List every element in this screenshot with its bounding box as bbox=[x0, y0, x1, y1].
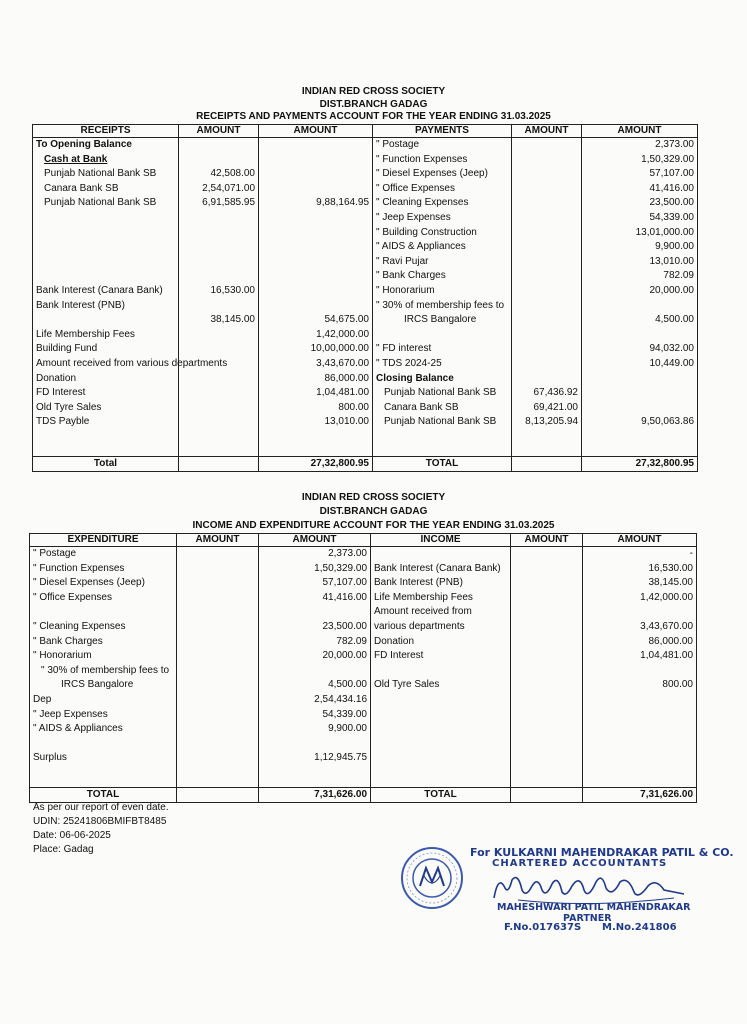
udin: UDIN: 25241806BMIFBT8485 bbox=[33, 816, 167, 827]
rp-receipt-amount bbox=[182, 415, 255, 430]
ie-income-amount: 800.00 bbox=[662, 679, 693, 691]
rp-payments-labels bbox=[373, 138, 512, 457]
rp-total-label-right: TOTAL bbox=[373, 457, 512, 472]
ie-expenditure-label: " Honorarium bbox=[33, 650, 92, 662]
ie-expenditure-label: Surplus bbox=[33, 752, 67, 764]
rp-payment-label: " Cleaning Expenses bbox=[376, 197, 469, 209]
rp-payment-label: Canara Bank SB bbox=[384, 401, 459, 413]
ie-expenditure-label: " Jeep Expenses bbox=[33, 708, 108, 720]
rp-total-label-left: Total bbox=[33, 457, 179, 472]
rp-receipt-total-amount bbox=[262, 167, 369, 182]
rp-receipt-total-amount: 54,675.00 bbox=[324, 314, 369, 326]
rp-branch-title: DIST.BRANCH GADAG bbox=[319, 99, 428, 110]
rp-payment-label: " Honorarium bbox=[376, 284, 435, 296]
rp-receipt-total-amount bbox=[262, 138, 369, 153]
rp-receipt-total-amount: 9,88,164.95 bbox=[316, 197, 369, 209]
rp-org-title: INDIAN RED CROSS SOCIETY bbox=[301, 86, 446, 97]
rp-receipt-total-amount bbox=[262, 284, 369, 299]
rp-payment-label: Punjab National Bank SB bbox=[384, 416, 497, 428]
rp-account-title: RECEIPTS AND PAYMENTS ACCOUNT FOR THE YEAR ENDING 31.03.2025 bbox=[196, 111, 551, 122]
report-date: Date: 06-06-2025 bbox=[33, 830, 111, 841]
rp-payment-label: " Postage bbox=[376, 139, 420, 150]
rp-total-empty-1 bbox=[179, 457, 259, 472]
rp-receipt-amount bbox=[182, 226, 255, 241]
ie-income-amount: 1,42,000.00 bbox=[640, 591, 693, 603]
rp-payment-label: " Ravi Pujar bbox=[376, 255, 429, 267]
rp-header-amount-4: AMOUNT bbox=[582, 125, 698, 138]
partner-signature-icon bbox=[488, 868, 688, 906]
rp-payment-amount bbox=[515, 226, 578, 241]
ie-expenditure-amount: 2,373.00 bbox=[328, 548, 367, 559]
rp-header-payments: PAYMENTS bbox=[373, 125, 512, 138]
rp-body-row bbox=[33, 138, 698, 457]
rp-receipt-total-amount: 1,42,000.00 bbox=[316, 328, 369, 340]
rp-receipt-total-amount bbox=[262, 240, 369, 255]
ie-income-amount: 16,530.00 bbox=[648, 562, 693, 574]
ie-expenditure-amount: 1,12,945.75 bbox=[314, 752, 367, 764]
rp-receipts-amounts-2 bbox=[259, 138, 373, 457]
rp-payment-total-amount: 20,000.00 bbox=[649, 284, 694, 296]
rp-payment-amount bbox=[515, 313, 578, 328]
rp-payment-label: " FD interest bbox=[376, 343, 432, 355]
ie-branch-title: DIST.BRANCH GADAG bbox=[319, 506, 428, 517]
rp-payment-label: " AIDS & Appliances bbox=[376, 241, 466, 253]
rp-receipt-total-amount: 13,010.00 bbox=[324, 416, 369, 428]
rp-receipt-label bbox=[36, 313, 175, 328]
ie-total-label-left: TOTAL bbox=[30, 788, 177, 803]
rp-receipt-amount bbox=[182, 372, 255, 387]
ie-expenditure-label: " Cleaning Expenses bbox=[33, 620, 126, 632]
rp-receipt-label: Punjab National Bank SB bbox=[44, 197, 157, 209]
rp-receipt-total-amount: 1,04,481.00 bbox=[316, 387, 369, 399]
firm-registration-number: F.No.017637S bbox=[504, 922, 582, 933]
rp-receipt-label: FD Interest bbox=[36, 387, 86, 399]
rp-payment-amount bbox=[515, 182, 578, 197]
ie-expenditure-amount: 54,339.00 bbox=[322, 708, 367, 720]
ie-expenditure-amounts-1 bbox=[177, 547, 259, 788]
rp-payment-total-amount: 41,416.00 bbox=[649, 182, 694, 194]
rp-payment-total-amount: 4,500.00 bbox=[655, 314, 694, 326]
rp-receipts-labels bbox=[33, 138, 228, 457]
rp-payment-amount: 67,436.92 bbox=[533, 387, 578, 399]
ie-income-label bbox=[374, 547, 507, 562]
rp-payment-amount bbox=[515, 138, 578, 153]
rp-total-left: 27,32,800.95 bbox=[259, 457, 373, 472]
rp-payment-total-amount bbox=[585, 299, 694, 314]
rp-payment-amount bbox=[515, 357, 578, 372]
rp-receipt-total-amount: 10,00,000.00 bbox=[310, 343, 369, 355]
rp-receipt-amount: 38,145.00 bbox=[210, 314, 255, 326]
rp-receipt-total-amount: 800.00 bbox=[338, 401, 369, 413]
ie-expenditure-label: " Office Expenses bbox=[33, 591, 112, 603]
ie-income-amount bbox=[586, 605, 693, 620]
ie-income-label: Amount received from bbox=[374, 606, 472, 618]
rp-total-right: 27,32,800.95 bbox=[582, 457, 698, 472]
receipts-payments-table bbox=[32, 124, 698, 472]
rp-payment-total-amount: 9,50,063.86 bbox=[641, 416, 694, 428]
rp-payment-amount bbox=[515, 269, 578, 284]
rp-total-row bbox=[33, 457, 698, 472]
rp-payment-amount bbox=[515, 211, 578, 226]
rp-receipt-total-amount bbox=[262, 299, 369, 314]
ie-expenditure-labels bbox=[30, 547, 177, 788]
ie-header-row bbox=[30, 534, 697, 547]
rp-receipt-label: TDS Payble bbox=[36, 416, 90, 428]
rp-header-amount-3: AMOUNT bbox=[512, 125, 582, 138]
rp-receipt-amount bbox=[182, 138, 255, 153]
rp-payment-total-amount bbox=[585, 401, 694, 416]
rp-receipt-label bbox=[36, 240, 175, 255]
ie-income-label: Donation bbox=[374, 635, 415, 647]
rp-payment-total-amount: 54,339.00 bbox=[649, 211, 694, 223]
rp-payment-label: " Office Expenses bbox=[376, 182, 455, 194]
rp-payment-label: " Bank Charges bbox=[376, 270, 446, 282]
ie-income-amount: 1,04,481.00 bbox=[640, 650, 693, 662]
rp-payment-total-amount bbox=[585, 386, 694, 401]
rp-receipt-amount bbox=[182, 255, 255, 270]
ie-header-amount-3: AMOUNT bbox=[511, 534, 583, 547]
rp-payment-label: " Diesel Expenses (Jeep) bbox=[376, 168, 488, 180]
rp-receipt-amount: 2,54,071.00 bbox=[202, 182, 255, 194]
rp-receipt-label: Old Tyre Sales bbox=[36, 401, 102, 413]
rp-payment-total-amount: 13,010.00 bbox=[649, 255, 694, 267]
rp-receipt-label bbox=[36, 211, 175, 226]
rp-receipt-total-amount: 86,000.00 bbox=[324, 372, 369, 384]
rp-payment-label: " Jeep Expenses bbox=[376, 211, 451, 223]
rp-receipt-label bbox=[36, 255, 175, 270]
ie-expenditure-amount bbox=[262, 737, 367, 752]
report-place: Place: Gadag bbox=[33, 844, 94, 855]
ie-total-left: 7,31,626.00 bbox=[259, 788, 371, 803]
ie-total-label-right: TOTAL bbox=[371, 788, 511, 803]
rp-receipt-label: Life Membership Fees bbox=[36, 328, 135, 340]
rp-receipt-amount bbox=[182, 386, 255, 401]
ie-expenditure-amount bbox=[262, 664, 367, 679]
rp-receipt-amount bbox=[182, 401, 255, 416]
rp-receipt-amount bbox=[182, 328, 255, 343]
report-note: As per our report of even date. bbox=[33, 802, 169, 813]
ie-expenditure-amount: 23,500.00 bbox=[322, 620, 367, 632]
ie-expenditure-amount: 20,000.00 bbox=[322, 650, 367, 662]
income-expenditure-table bbox=[29, 533, 697, 803]
ie-income-label: FD Interest bbox=[374, 650, 424, 662]
ie-income-label: Bank Interest (Canara Bank) bbox=[374, 562, 501, 574]
rp-receipt-total-amount bbox=[262, 255, 369, 270]
rp-payment-amount: 69,421.00 bbox=[533, 401, 578, 413]
rp-payment-amount: 8,13,205.94 bbox=[525, 416, 578, 428]
ie-account-title: INCOME AND EXPENDITURE ACCOUNT FOR THE YEAR ENDING 31.03.2025 bbox=[192, 520, 555, 531]
partner-role: PARTNER bbox=[563, 913, 612, 924]
ie-income-label: Old Tyre Sales bbox=[374, 679, 440, 691]
ie-expenditure-label: " 30% of membership fees to bbox=[41, 664, 170, 676]
rp-payment-total-amount: 13,01,000.00 bbox=[635, 226, 694, 238]
rp-payment-total-amount: 9,900.00 bbox=[655, 241, 694, 253]
rp-payment-label bbox=[376, 328, 508, 343]
rp-header-row bbox=[33, 125, 698, 138]
rp-receipt-label: Cash at Bank bbox=[44, 153, 108, 165]
ie-income-amounts-2 bbox=[583, 547, 697, 788]
ie-income-amount: 3,43,670.00 bbox=[640, 620, 693, 632]
rp-receipt-total-amount bbox=[262, 153, 369, 168]
rp-header-amount-2: AMOUNT bbox=[259, 125, 373, 138]
ie-expenditure-label: Dep bbox=[33, 693, 52, 705]
rp-receipt-amount bbox=[182, 211, 255, 226]
rp-receipt-label bbox=[36, 226, 175, 241]
rp-payment-total-amount: 94,032.00 bbox=[649, 343, 694, 355]
membership-number: M.No.241806 bbox=[602, 922, 677, 933]
rp-receipt-label: Punjab National Bank SB bbox=[44, 168, 157, 180]
rp-receipt-label: Canara Bank SB bbox=[44, 182, 119, 194]
ie-income-labels bbox=[371, 547, 511, 788]
rp-receipt-label: To Opening Balance bbox=[36, 139, 132, 150]
ie-expenditure-label: " AIDS & Appliances bbox=[33, 723, 123, 735]
rp-receipt-amount: 6,91,585.95 bbox=[202, 197, 255, 209]
ie-expenditure-amount: 57,107.00 bbox=[322, 577, 367, 589]
rp-payment-total-amount: 782.09 bbox=[663, 270, 694, 282]
ie-income-amounts-1 bbox=[511, 547, 583, 788]
ie-total-row bbox=[30, 788, 697, 803]
rp-payment-total-amount: 23,500.00 bbox=[649, 197, 694, 209]
auditor-designation: CHARTERED ACCOUNTANTS bbox=[492, 858, 668, 869]
rp-payment-amount bbox=[515, 240, 578, 255]
ie-header-amount-1: AMOUNT bbox=[177, 534, 259, 547]
rp-receipt-label bbox=[36, 269, 175, 284]
rp-payment-total-amount bbox=[585, 328, 694, 343]
ie-expenditure-label bbox=[33, 605, 173, 620]
rp-payment-label: Closing Balance bbox=[376, 372, 454, 384]
rp-receipt-amount bbox=[182, 342, 255, 357]
ie-expenditure-amount: 9,900.00 bbox=[328, 723, 367, 735]
ie-header-amount-2: AMOUNT bbox=[259, 534, 371, 547]
rp-payment-amount bbox=[515, 342, 578, 357]
rp-payment-total-amount: 10,449.00 bbox=[649, 357, 694, 369]
ie-expenditure-label bbox=[33, 737, 173, 752]
ie-expenditure-label: " Bank Charges bbox=[33, 635, 103, 647]
rp-payment-label: " Function Expenses bbox=[376, 153, 468, 165]
ie-expenditure-amount: 2,54,434.16 bbox=[314, 693, 367, 705]
ie-expenditure-label: " Postage bbox=[33, 548, 77, 559]
rp-payment-total-amount: 1,50,329.00 bbox=[641, 153, 694, 165]
rp-receipt-label: Bank Interest (PNB) bbox=[36, 299, 125, 311]
ie-income-amount bbox=[586, 664, 693, 679]
rp-receipt-total-amount: 3,43,670.00 bbox=[316, 357, 369, 369]
ie-header-amount-4: AMOUNT bbox=[583, 534, 697, 547]
rp-payment-total-amount: 57,107.00 bbox=[649, 168, 694, 180]
rp-receipt-total-amount bbox=[262, 182, 369, 197]
rp-payment-amount bbox=[515, 196, 578, 211]
rp-payment-amount bbox=[515, 167, 578, 182]
ie-header-income: INCOME bbox=[371, 534, 511, 547]
ie-expenditure-amounts-2 bbox=[259, 547, 371, 788]
rp-header-receipts: RECEIPTS bbox=[33, 125, 179, 138]
rp-payment-label: IRCS Bangalore bbox=[404, 314, 477, 326]
rp-total-empty-2 bbox=[512, 457, 582, 472]
partner-name: MAHESHWARI PATIL MAHENDRAKAR bbox=[497, 902, 691, 913]
rp-receipt-amount: 16,530.00 bbox=[210, 284, 255, 296]
rp-payments-amounts-2 bbox=[582, 138, 698, 457]
rp-receipt-label: Donation bbox=[36, 372, 77, 384]
ie-income-label: various departments bbox=[374, 620, 465, 632]
rp-payment-amount bbox=[515, 328, 578, 343]
rp-payment-amount bbox=[515, 284, 578, 299]
rp-payment-label: " Building Construction bbox=[376, 226, 477, 238]
rp-receipts-amounts-1 bbox=[179, 138, 259, 457]
rp-receipt-total-amount bbox=[262, 269, 369, 284]
rp-payment-amount bbox=[515, 255, 578, 270]
rp-payment-amount bbox=[515, 372, 578, 387]
ie-income-amount: - bbox=[689, 548, 693, 559]
ie-expenditure-label: " Function Expenses bbox=[33, 562, 125, 574]
rp-payment-label: " TDS 2024-25 bbox=[376, 357, 442, 369]
rp-receipt-label: Building Fund bbox=[36, 343, 98, 355]
rp-receipt-total-amount bbox=[262, 226, 369, 241]
ie-income-amount: 38,145.00 bbox=[648, 577, 693, 589]
rp-payment-label: " 30% of membership fees to bbox=[376, 299, 505, 311]
ca-seal-icon bbox=[400, 846, 464, 910]
ie-total-empty-1 bbox=[177, 788, 259, 803]
ie-income-label: Life Membership Fees bbox=[374, 591, 473, 603]
rp-receipt-label: Bank Interest (Canara Bank) bbox=[36, 284, 163, 296]
ie-body-row bbox=[30, 547, 697, 788]
rp-receipt-label: Amount received from various departments bbox=[36, 357, 228, 369]
ie-income-label bbox=[374, 664, 507, 679]
rp-payment-total-amount: 2,373.00 bbox=[655, 139, 694, 150]
rp-receipt-amount: 42,508.00 bbox=[210, 168, 255, 180]
rp-receipt-total-amount bbox=[262, 211, 369, 226]
ie-total-empty-2 bbox=[511, 788, 583, 803]
rp-receipt-amount bbox=[182, 240, 255, 255]
rp-payment-amount bbox=[515, 153, 578, 168]
rp-header-amount-1: AMOUNT bbox=[179, 125, 259, 138]
ie-expenditure-label: IRCS Bangalore bbox=[61, 679, 134, 691]
rp-payment-label: Punjab National Bank SB bbox=[384, 387, 497, 399]
ie-total-right: 7,31,626.00 bbox=[583, 788, 697, 803]
ie-expenditure-amount: 1,50,329.00 bbox=[314, 562, 367, 574]
auditor-firm-name: For KULKARNI MAHENDRAKAR PATIL & CO. bbox=[470, 846, 734, 859]
ie-income-label: Bank Interest (PNB) bbox=[374, 577, 463, 589]
ie-expenditure-amount bbox=[262, 605, 367, 620]
ie-expenditure-label: " Diesel Expenses (Jeep) bbox=[33, 577, 145, 589]
ie-income-amount: 86,000.00 bbox=[648, 635, 693, 647]
rp-receipt-amount bbox=[182, 153, 255, 168]
ie-expenditure-amount: 41,416.00 bbox=[322, 591, 367, 603]
rp-payment-amount bbox=[515, 299, 578, 314]
rp-payments-amounts-1 bbox=[512, 138, 582, 457]
ie-header-expenditure: EXPENDITURE bbox=[30, 534, 177, 547]
ie-expenditure-amount: 4,500.00 bbox=[328, 679, 367, 691]
rp-receipt-amount bbox=[182, 299, 255, 314]
rp-receipt-amount bbox=[182, 269, 255, 284]
ie-expenditure-amount: 782.09 bbox=[336, 635, 367, 647]
rp-payment-total-amount bbox=[585, 372, 694, 387]
ie-org-title: INDIAN RED CROSS SOCIETY bbox=[301, 492, 446, 503]
